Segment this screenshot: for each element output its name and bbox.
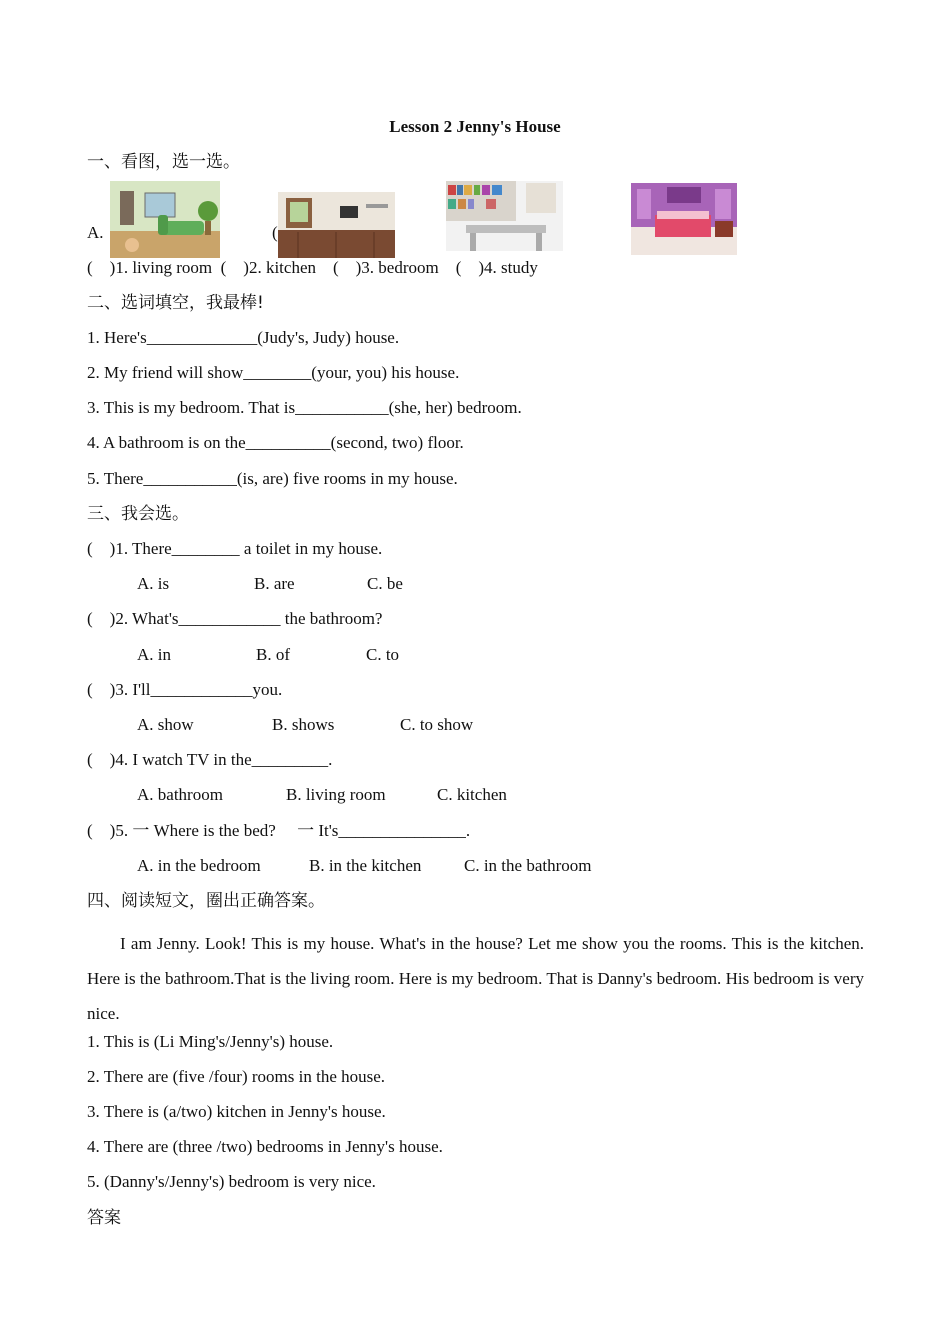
fill-question-2: 2. My friend will show________(your, you) his house.: [87, 363, 460, 382]
page-title: Lesson 2 Jenny's House: [389, 117, 561, 136]
choice-2-option-b: B. of: [256, 645, 290, 664]
fill-question-4: 4. A bathroom is on the__________(second, two) floor.: [87, 433, 464, 452]
fill-question-3: 3. This is my bedroom. That is___________(she, her) bedroom.: [87, 398, 522, 417]
choice-question-3: ( )3. I'll____________you.: [87, 680, 283, 699]
fill-question-5: 5. There___________(is, are) five rooms in my house.: [87, 469, 458, 488]
reading-question-2: 2. There are (five /four) rooms in the house.: [87, 1067, 386, 1086]
choice-1-option-c: C. be: [367, 574, 403, 593]
living-room-picture: [110, 181, 220, 258]
choice-2-option-c: C. to: [366, 645, 400, 664]
choice-4-option-b: B. living room: [286, 785, 386, 804]
section-3-heading: 三、我会选。: [87, 504, 189, 524]
choice-1-option-b: B. are: [254, 574, 295, 593]
choice-5-option-a: A. in the bedroom: [137, 856, 261, 875]
section-2-heading: 二、选词填空，我最棒!: [87, 293, 264, 313]
reading-passage: I am Jenny. Look! This is my house. What's in the house? Let me show you the rooms. This is the kitchen. Here is the bathroom.That is the living room. Here is my bedroom. That is Danny's bedroom. His bedroom is very nice.: [87, 934, 864, 1023]
section-1-items: ( )1. living room ( )2. kitchen ( )3. bedroom ( )4. study: [87, 258, 538, 277]
choice-question-1: ( )1. There________ a toilet in my house.: [87, 539, 383, 558]
choice-4-option-a: A. bathroom: [137, 785, 223, 804]
choice-4-option-c: C. kitchen: [437, 785, 507, 804]
option-b-label: (: [272, 223, 278, 242]
option-a-label: A.: [87, 223, 104, 242]
choice-3-option-c: C. to show: [400, 715, 474, 734]
fill-question-1: 1. Here's_____________(Judy's, Judy) house.: [87, 328, 400, 347]
reading-question-3: 3. There is (a/two) kitchen in Jenny's house.: [87, 1102, 386, 1121]
choice-3-option-b: B. shows: [272, 715, 335, 734]
answer-heading: 答案: [87, 1208, 121, 1228]
choice-question-5: ( )5. 一 Where is the bed? 一 It's_______________.: [87, 821, 471, 840]
section-1-heading: 一、看图，选一选。: [87, 152, 240, 172]
reading-question-5: 5. (Danny's/Jenny's) bedroom is very nice.: [87, 1172, 376, 1191]
study-picture: [446, 181, 563, 251]
choice-2-option-a: A. in: [137, 645, 171, 664]
section-4-heading: 四、阅读短文，圈出正确答案。: [87, 891, 325, 911]
choice-1-option-a: A. is: [137, 574, 170, 593]
choice-5-option-b: B. in the kitchen: [309, 856, 422, 875]
choice-3-option-a: A. show: [137, 715, 194, 734]
reading-question-1: 1. This is (Li Ming's/Jenny's) house.: [87, 1032, 334, 1051]
reading-question-4: 4. There are (three /two) bedrooms in Jenny's house.: [87, 1137, 443, 1156]
kitchen-picture: [278, 192, 395, 258]
choice-question-2: ( )2. What's____________ the bathroom?: [87, 609, 383, 628]
choice-5-option-c: C. in the bathroom: [464, 856, 592, 875]
choice-question-4: ( )4. I watch TV in the_________.: [87, 750, 333, 769]
bedroom-picture: [631, 183, 737, 255]
